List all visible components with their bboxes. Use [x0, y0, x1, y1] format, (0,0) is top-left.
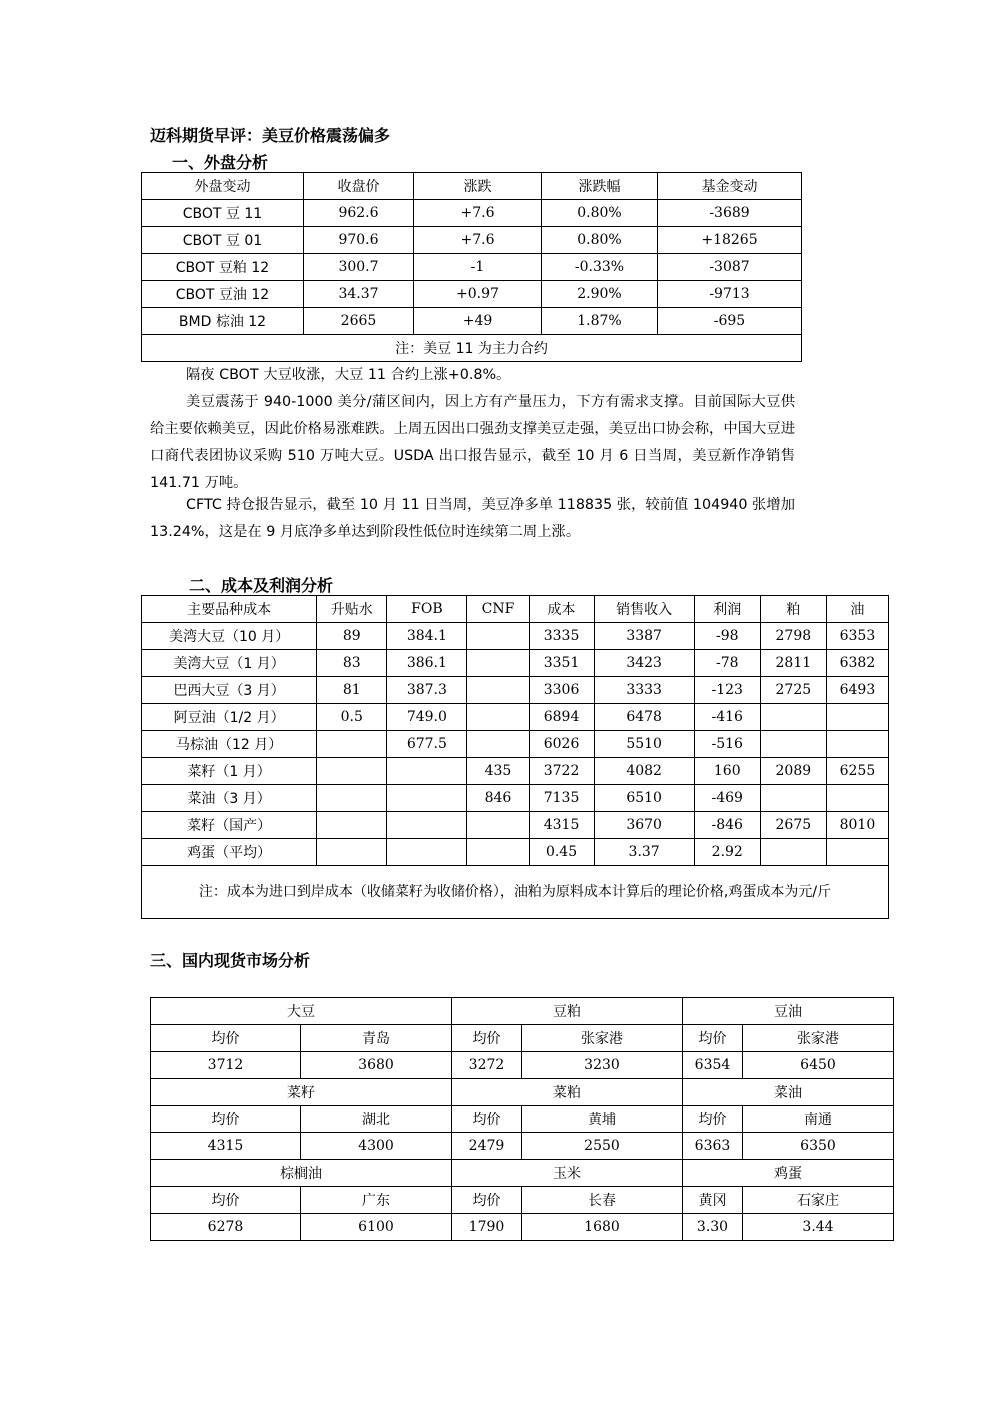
price-label: 黄冈	[683, 1187, 743, 1214]
table-cell	[467, 650, 529, 677]
table-cell: 34.37	[304, 281, 414, 308]
table-cell: 81	[317, 677, 387, 704]
table-cell: 387.3	[387, 677, 467, 704]
price-value: 4315	[151, 1133, 301, 1160]
price-value-row	[151, 1133, 894, 1160]
table-cell	[760, 785, 826, 812]
table-cell	[387, 839, 467, 866]
price-value: 1790	[452, 1214, 522, 1241]
section-heading-cost: 二、成本及利润分析	[189, 576, 334, 595]
table-cell: -695	[658, 308, 802, 335]
section-heading-external: 一、外盘分析	[172, 153, 269, 172]
commodity-name: 菜油	[683, 1079, 894, 1106]
column-header: 收盘价	[304, 173, 414, 200]
table-cell	[826, 785, 888, 812]
column-header: CNF	[467, 596, 529, 623]
price-value: 3712	[151, 1052, 301, 1079]
price-value: 3.44	[743, 1214, 894, 1241]
table-cell: CBOT 豆粕 12	[142, 254, 304, 281]
table-row	[142, 623, 889, 650]
price-label: 均价	[452, 1187, 522, 1214]
table-cell: 3351	[529, 650, 594, 677]
price-value: 4300	[301, 1133, 452, 1160]
column-header: 升贴水	[317, 596, 387, 623]
section-heading-spot: 三、国内现货市场分析	[150, 951, 311, 970]
table-cell	[467, 731, 529, 758]
paragraph-cftc: CFTC 持仓报告显示，截至 10 月 11 日当周，美豆净多单 118835 张，较前值 104940 张增加 13.24%，这是在 9 月底净多单达到阶段性低位时连续第二周上涨。	[150, 497, 795, 540]
commodity-name: 鸡蛋	[683, 1160, 894, 1187]
table-cell	[826, 839, 888, 866]
table-note: 注：美豆 11 为主力合约	[142, 335, 802, 362]
table-cell: -0.33%	[542, 254, 658, 281]
table-row	[142, 731, 889, 758]
table-cell: 2089	[760, 758, 826, 785]
paragraph-analysis: 美豆震荡于 940-1000 美分/蒲区间内，因上方有产量压力，下方有需求支撑。目前国际大豆供给主要依赖美豆，因此价格易涨难跌。上周五因出口强劲支撑美豆走强，美豆出口协会称，中国大豆进口商代表团协议采购 510 万吨大豆。USDA 出口报告显示，截至 10 月 6 日当周，美豆新作净销售 141.71 万吨。	[150, 394, 795, 491]
table-cell: 6894	[529, 704, 594, 731]
commodity-name: 棕榈油	[151, 1160, 452, 1187]
table-cell: 3.37	[594, 839, 694, 866]
table-cell: 6255	[826, 758, 888, 785]
table-cell: 0.5	[317, 704, 387, 731]
table-cell: 5510	[594, 731, 694, 758]
table-cell	[826, 704, 888, 731]
commodity-name: 菜粕	[452, 1079, 683, 1106]
table-cell: 鸡蛋（平均）	[142, 839, 317, 866]
price-value: 6450	[743, 1052, 894, 1079]
table-cell: -416	[694, 704, 760, 731]
table-cell: 3722	[529, 758, 594, 785]
commodity-name: 豆油	[683, 998, 894, 1025]
location-label: 张家港	[522, 1025, 683, 1052]
table-cell: 3423	[594, 650, 694, 677]
table-cell: 2665	[304, 308, 414, 335]
commodity-name-row	[151, 1079, 894, 1106]
table-note-row	[142, 866, 889, 919]
table-cell	[317, 731, 387, 758]
location-header-row	[151, 1187, 894, 1214]
table-header-row	[142, 596, 889, 623]
table-cell	[317, 758, 387, 785]
price-value: 1680	[522, 1214, 683, 1241]
table-cell: CBOT 豆 01	[142, 227, 304, 254]
price-value: 6278	[151, 1214, 301, 1241]
table-row	[142, 281, 802, 308]
price-value: 2479	[452, 1133, 522, 1160]
location-label: 张家港	[743, 1025, 894, 1052]
table-cell: 677.5	[387, 731, 467, 758]
price-label: 均价	[683, 1025, 743, 1052]
table-row	[142, 704, 889, 731]
table-cell: 1.87%	[542, 308, 658, 335]
table-row	[142, 254, 802, 281]
table-cell: -469	[694, 785, 760, 812]
location-header-row	[151, 1106, 894, 1133]
price-value: 6354	[683, 1052, 743, 1079]
table-cell: 3333	[594, 677, 694, 704]
table-cell: 0.80%	[542, 227, 658, 254]
table-cell	[760, 839, 826, 866]
location-label: 湖北	[301, 1106, 452, 1133]
price-label: 均价	[452, 1025, 522, 1052]
table-cell: 6478	[594, 704, 694, 731]
table-cell: 6353	[826, 623, 888, 650]
table-cell: 马棕油（12 月）	[142, 731, 317, 758]
table-cell: 8010	[826, 812, 888, 839]
column-header: FOB	[387, 596, 467, 623]
table-cell: 0.45	[529, 839, 594, 866]
table-cell: CBOT 豆 11	[142, 200, 304, 227]
price-label: 均价	[452, 1106, 522, 1133]
table-cell: -3087	[658, 254, 802, 281]
table-cell	[317, 785, 387, 812]
table-cell: 阿豆油（1/2 月）	[142, 704, 317, 731]
commodity-name-row	[151, 998, 894, 1025]
column-header: 外盘变动	[142, 173, 304, 200]
price-value: 3272	[452, 1052, 522, 1079]
table-cell: 846	[467, 785, 529, 812]
table-cell: 6510	[594, 785, 694, 812]
price-value: 6100	[301, 1214, 452, 1241]
table-cell: CBOT 豆油 12	[142, 281, 304, 308]
table-note-row	[142, 335, 802, 362]
table-cell: -1	[414, 254, 542, 281]
table-cell: +49	[414, 308, 542, 335]
table-cell: 6026	[529, 731, 594, 758]
location-label: 长春	[522, 1187, 683, 1214]
table-cell: 2725	[760, 677, 826, 704]
table-cell: 300.7	[304, 254, 414, 281]
table-cell: -78	[694, 650, 760, 677]
table-cell: +0.97	[414, 281, 542, 308]
price-value: 3230	[522, 1052, 683, 1079]
table-header-row	[142, 173, 802, 200]
location-label: 广东	[301, 1187, 452, 1214]
table-row	[142, 758, 889, 785]
table-cell: 384.1	[387, 623, 467, 650]
table-row	[142, 785, 889, 812]
table-cell: 2.92	[694, 839, 760, 866]
column-header: 销售收入	[594, 596, 694, 623]
commodity-name: 菜籽	[151, 1079, 452, 1106]
table-cell: -846	[694, 812, 760, 839]
table-cell: +18265	[658, 227, 802, 254]
commodity-name: 玉米	[452, 1160, 683, 1187]
table-cell: -3689	[658, 200, 802, 227]
report-title: 迈科期货早评：美豆价格震荡偏多	[150, 126, 391, 145]
table-cell	[760, 731, 826, 758]
table-cell: -98	[694, 623, 760, 650]
table-cell: 2798	[760, 623, 826, 650]
price-value: 6350	[743, 1133, 894, 1160]
column-header: 油	[826, 596, 888, 623]
table-cell: 2.90%	[542, 281, 658, 308]
table-cell	[387, 758, 467, 785]
table-cell	[317, 839, 387, 866]
external-market-table	[141, 172, 802, 362]
table-cell: 749.0	[387, 704, 467, 731]
table-cell: 2811	[760, 650, 826, 677]
table-cell: BMD 棕油 12	[142, 308, 304, 335]
table-cell: -123	[694, 677, 760, 704]
table-cell	[467, 839, 529, 866]
table-cell: 4082	[594, 758, 694, 785]
table-cell: 0.80%	[542, 200, 658, 227]
table-cell: -9713	[658, 281, 802, 308]
table-cell: 160	[694, 758, 760, 785]
location-label: 石家庄	[743, 1187, 894, 1214]
table-cell: 3387	[594, 623, 694, 650]
table-row	[142, 812, 889, 839]
table-cell: 3306	[529, 677, 594, 704]
column-header: 成本	[529, 596, 594, 623]
table-cell: +7.6	[414, 200, 542, 227]
column-header: 粕	[760, 596, 826, 623]
location-label: 黄埔	[522, 1106, 683, 1133]
table-row	[142, 227, 802, 254]
table-cell: 4315	[529, 812, 594, 839]
commodity-name: 大豆	[151, 998, 452, 1025]
price-label: 均价	[151, 1187, 301, 1214]
cost-profit-table	[141, 595, 889, 919]
table-cell	[760, 704, 826, 731]
price-value: 3680	[301, 1052, 452, 1079]
price-value: 3.30	[683, 1214, 743, 1241]
table-cell: 6493	[826, 677, 888, 704]
table-row	[142, 677, 889, 704]
table-cell: 菜籽（国产）	[142, 812, 317, 839]
price-label: 均价	[151, 1025, 301, 1052]
table-cell: 89	[317, 623, 387, 650]
table-cell: 菜油（3 月）	[142, 785, 317, 812]
table-cell: 83	[317, 650, 387, 677]
column-header: 涨跌幅	[542, 173, 658, 200]
table-cell: 2675	[760, 812, 826, 839]
location-label: 南通	[743, 1106, 894, 1133]
table-cell	[826, 731, 888, 758]
location-header-row	[151, 1025, 894, 1052]
table-cell	[467, 704, 529, 731]
price-value-row	[151, 1052, 894, 1079]
table-cell: +7.6	[414, 227, 542, 254]
table-row	[142, 308, 802, 335]
table-cell: 菜籽（1 月）	[142, 758, 317, 785]
table-cell: 435	[467, 758, 529, 785]
price-label: 均价	[683, 1106, 743, 1133]
table-cell	[387, 812, 467, 839]
table-row	[142, 650, 889, 677]
table-cell	[467, 623, 529, 650]
spot-market-table	[150, 997, 894, 1241]
table-cell: 美湾大豆（10 月）	[142, 623, 317, 650]
column-header: 利润	[694, 596, 760, 623]
table-cell: 美湾大豆（1 月）	[142, 650, 317, 677]
table-cell: 3335	[529, 623, 594, 650]
paragraph-overnight: 隔夜 CBOT 大豆收涨，大豆 11 合约上涨+0.8%。	[186, 367, 511, 383]
location-label: 青岛	[301, 1025, 452, 1052]
table-cell: 962.6	[304, 200, 414, 227]
table-cell: -516	[694, 731, 760, 758]
price-value: 6363	[683, 1133, 743, 1160]
table-row	[142, 200, 802, 227]
price-label: 均价	[151, 1106, 301, 1133]
table-row	[142, 839, 889, 866]
table-cell	[387, 785, 467, 812]
price-value-row	[151, 1214, 894, 1241]
table-cell: 7135	[529, 785, 594, 812]
column-header: 基金变动	[658, 173, 802, 200]
table-cell: 3670	[594, 812, 694, 839]
column-header: 主要品种成本	[142, 596, 317, 623]
table-cell: 巴西大豆（3 月）	[142, 677, 317, 704]
table-cell	[317, 812, 387, 839]
table-cell: 386.1	[387, 650, 467, 677]
commodity-name-row	[151, 1160, 894, 1187]
price-value: 2550	[522, 1133, 683, 1160]
table-cell: 970.6	[304, 227, 414, 254]
commodity-name: 豆粕	[452, 998, 683, 1025]
table-note: 注：成本为进口到岸成本（收储菜籽为收储价格），油粕为原料成本计算后的理论价格,鸡蛋成本为元/斤	[142, 866, 889, 919]
table-cell: 6382	[826, 650, 888, 677]
column-header: 涨跌	[414, 173, 542, 200]
table-cell	[467, 812, 529, 839]
table-cell	[467, 677, 529, 704]
